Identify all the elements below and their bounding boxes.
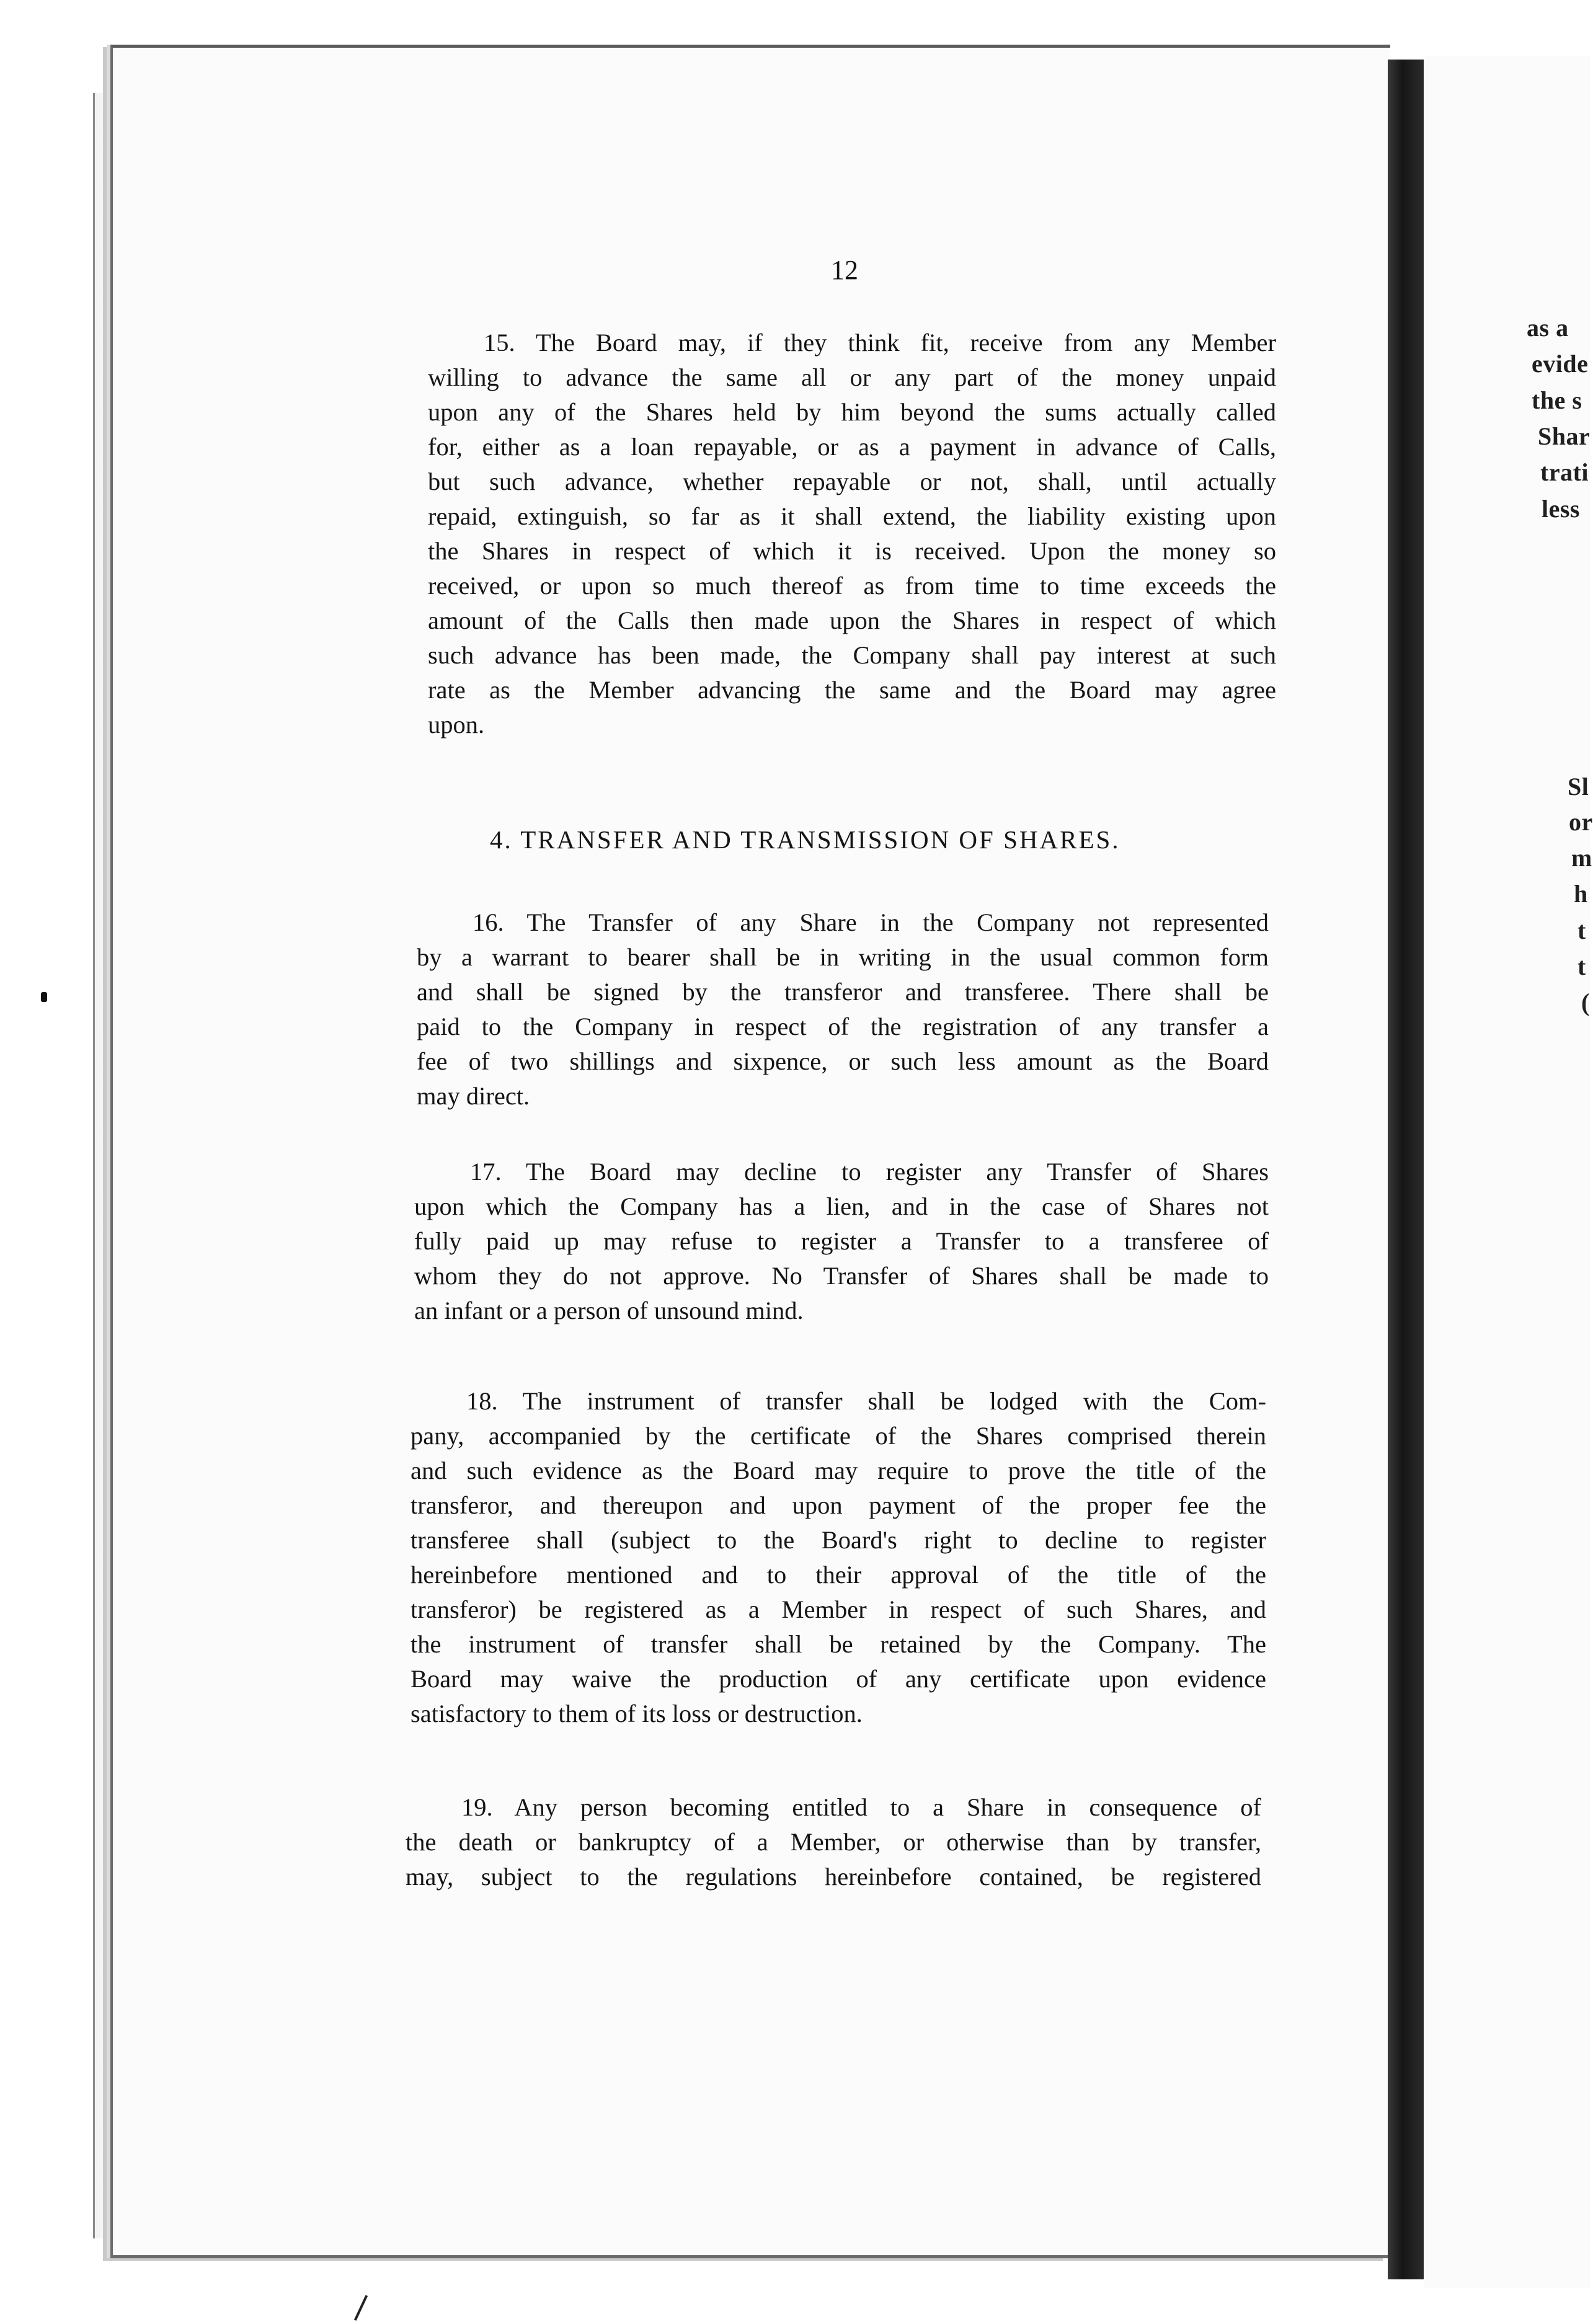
- text-line: may direct.: [417, 1082, 530, 1110]
- text-line: an infant or a person of unsound mind.: [414, 1297, 804, 1324]
- page-number: 12: [831, 255, 858, 285]
- section-heading: 4. TRANSFER AND TRANSMISSION OF SHARES.: [490, 825, 1120, 854]
- book-gutter: [1388, 60, 1424, 2279]
- text-line: upon.: [428, 711, 485, 738]
- facing-fragment: trati: [1540, 458, 1589, 486]
- text-line: by a warrant to bearer shall be in writing in the usual common form: [417, 943, 1269, 971]
- paragraph-17: [414, 1155, 1269, 1328]
- text-line: and shall be signed by the transferor and transferee. There shall be: [417, 978, 1269, 1006]
- text-line: 16. The Transfer of any Share in the Company not represented: [473, 908, 1269, 936]
- scan-scratch: [354, 2295, 368, 2321]
- facing-fragment: m: [1571, 844, 1592, 872]
- text-line: willing to advance the same all or any part of the money unpaid: [428, 363, 1276, 391]
- text-line: fully paid up may refuse to register a Transfer to a transferee of: [414, 1227, 1269, 1255]
- text-line: may, subject to the regulations hereinbefore contained, be registered: [406, 1863, 1261, 1891]
- facing-fragment: Sl: [1568, 773, 1589, 801]
- text-line: 19. Any person becoming entitled to a Share in consequence of: [461, 1793, 1261, 1821]
- text-line: the Shares in respect of which it is received. Upon the money so: [428, 537, 1276, 565]
- facing-fragment: Shar: [1538, 422, 1591, 450]
- text-line: but such advance, whether repayable or not, shall, until actually: [428, 468, 1276, 495]
- text-line: the instrument of transfer shall be retained by the Company. The: [410, 1630, 1266, 1658]
- text-line: transferor, and thereupon and upon payment of the proper fee the: [410, 1491, 1266, 1519]
- facing-fragment: or: [1569, 808, 1593, 836]
- facing-fragment: t: [1577, 952, 1586, 980]
- text-line: upon which the Company has a lien, and in the case of Shares not: [414, 1192, 1269, 1220]
- paragraph-19: [406, 1790, 1261, 1894]
- facing-fragment: (: [1581, 988, 1590, 1016]
- text-line: rate as the Member advancing the same and the Board may agree: [428, 676, 1276, 704]
- text-line: hereinbefore mentioned and to their approval of the title of the: [410, 1561, 1266, 1589]
- text-line: and such evidence as the Board may require to prove the title of the: [410, 1457, 1266, 1484]
- text-line: received, or upon so much thereof as from time to time exceeds the: [428, 572, 1276, 600]
- paragraph-18: [410, 1384, 1266, 1731]
- text-line: whom they do not approve. No Transfer of Shares shall be made to: [414, 1262, 1269, 1290]
- text-line: for, either as a loan repayable, or as a payment in advance of Calls,: [428, 433, 1276, 461]
- paragraph-16: [417, 905, 1269, 1114]
- text-line: paid to the Company in respect of the registration of any transfer a: [417, 1013, 1269, 1040]
- text-line: 17. The Board may decline to register any Transfer of Shares: [470, 1158, 1269, 1186]
- paragraph-15: [428, 326, 1276, 742]
- facing-fragment: as a: [1527, 314, 1569, 342]
- text-line: transferee shall (subject to the Board's right to decline to register: [410, 1526, 1266, 1554]
- text-line: upon any of the Shares held by him beyond the sums actually called: [428, 398, 1276, 426]
- text-line: repaid, extinguish, so far as it shall extend, the liability existing upon: [428, 502, 1276, 530]
- text-line: such advance has been made, the Company shall pay interest at such: [428, 641, 1276, 669]
- text-line: amount of the Calls then made upon the Shares in respect of which: [428, 606, 1276, 634]
- facing-fragment: t: [1577, 916, 1586, 944]
- text-line: the death or bankruptcy of a Member, or otherwise than by transfer,: [406, 1828, 1261, 1856]
- text-line: 15. The Board may, if they think fit, receive from any Member: [484, 329, 1276, 357]
- text-line: satisfactory to them of its loss or destruction.: [410, 1700, 863, 1727]
- facing-fragment: the s: [1532, 386, 1582, 414]
- scan-mark: [41, 992, 47, 1002]
- text-line: fee of two shillings and sixpence, or such less amount as the Board: [417, 1047, 1269, 1075]
- facing-fragment: h: [1574, 880, 1588, 908]
- facing-fragment: evide: [1532, 350, 1589, 378]
- text-line: pany, accompanied by the certificate of the Shares comprised therein: [410, 1422, 1266, 1450]
- text-line: Board may waive the production of any certificate upon evidence: [410, 1665, 1266, 1693]
- facing-fragment: less: [1542, 495, 1580, 523]
- text-line: transferor) be registered as a Member in respect of such Shares, and: [410, 1595, 1266, 1623]
- text-line: 18. The instrument of transfer shall be lodged with the Com-: [466, 1387, 1266, 1415]
